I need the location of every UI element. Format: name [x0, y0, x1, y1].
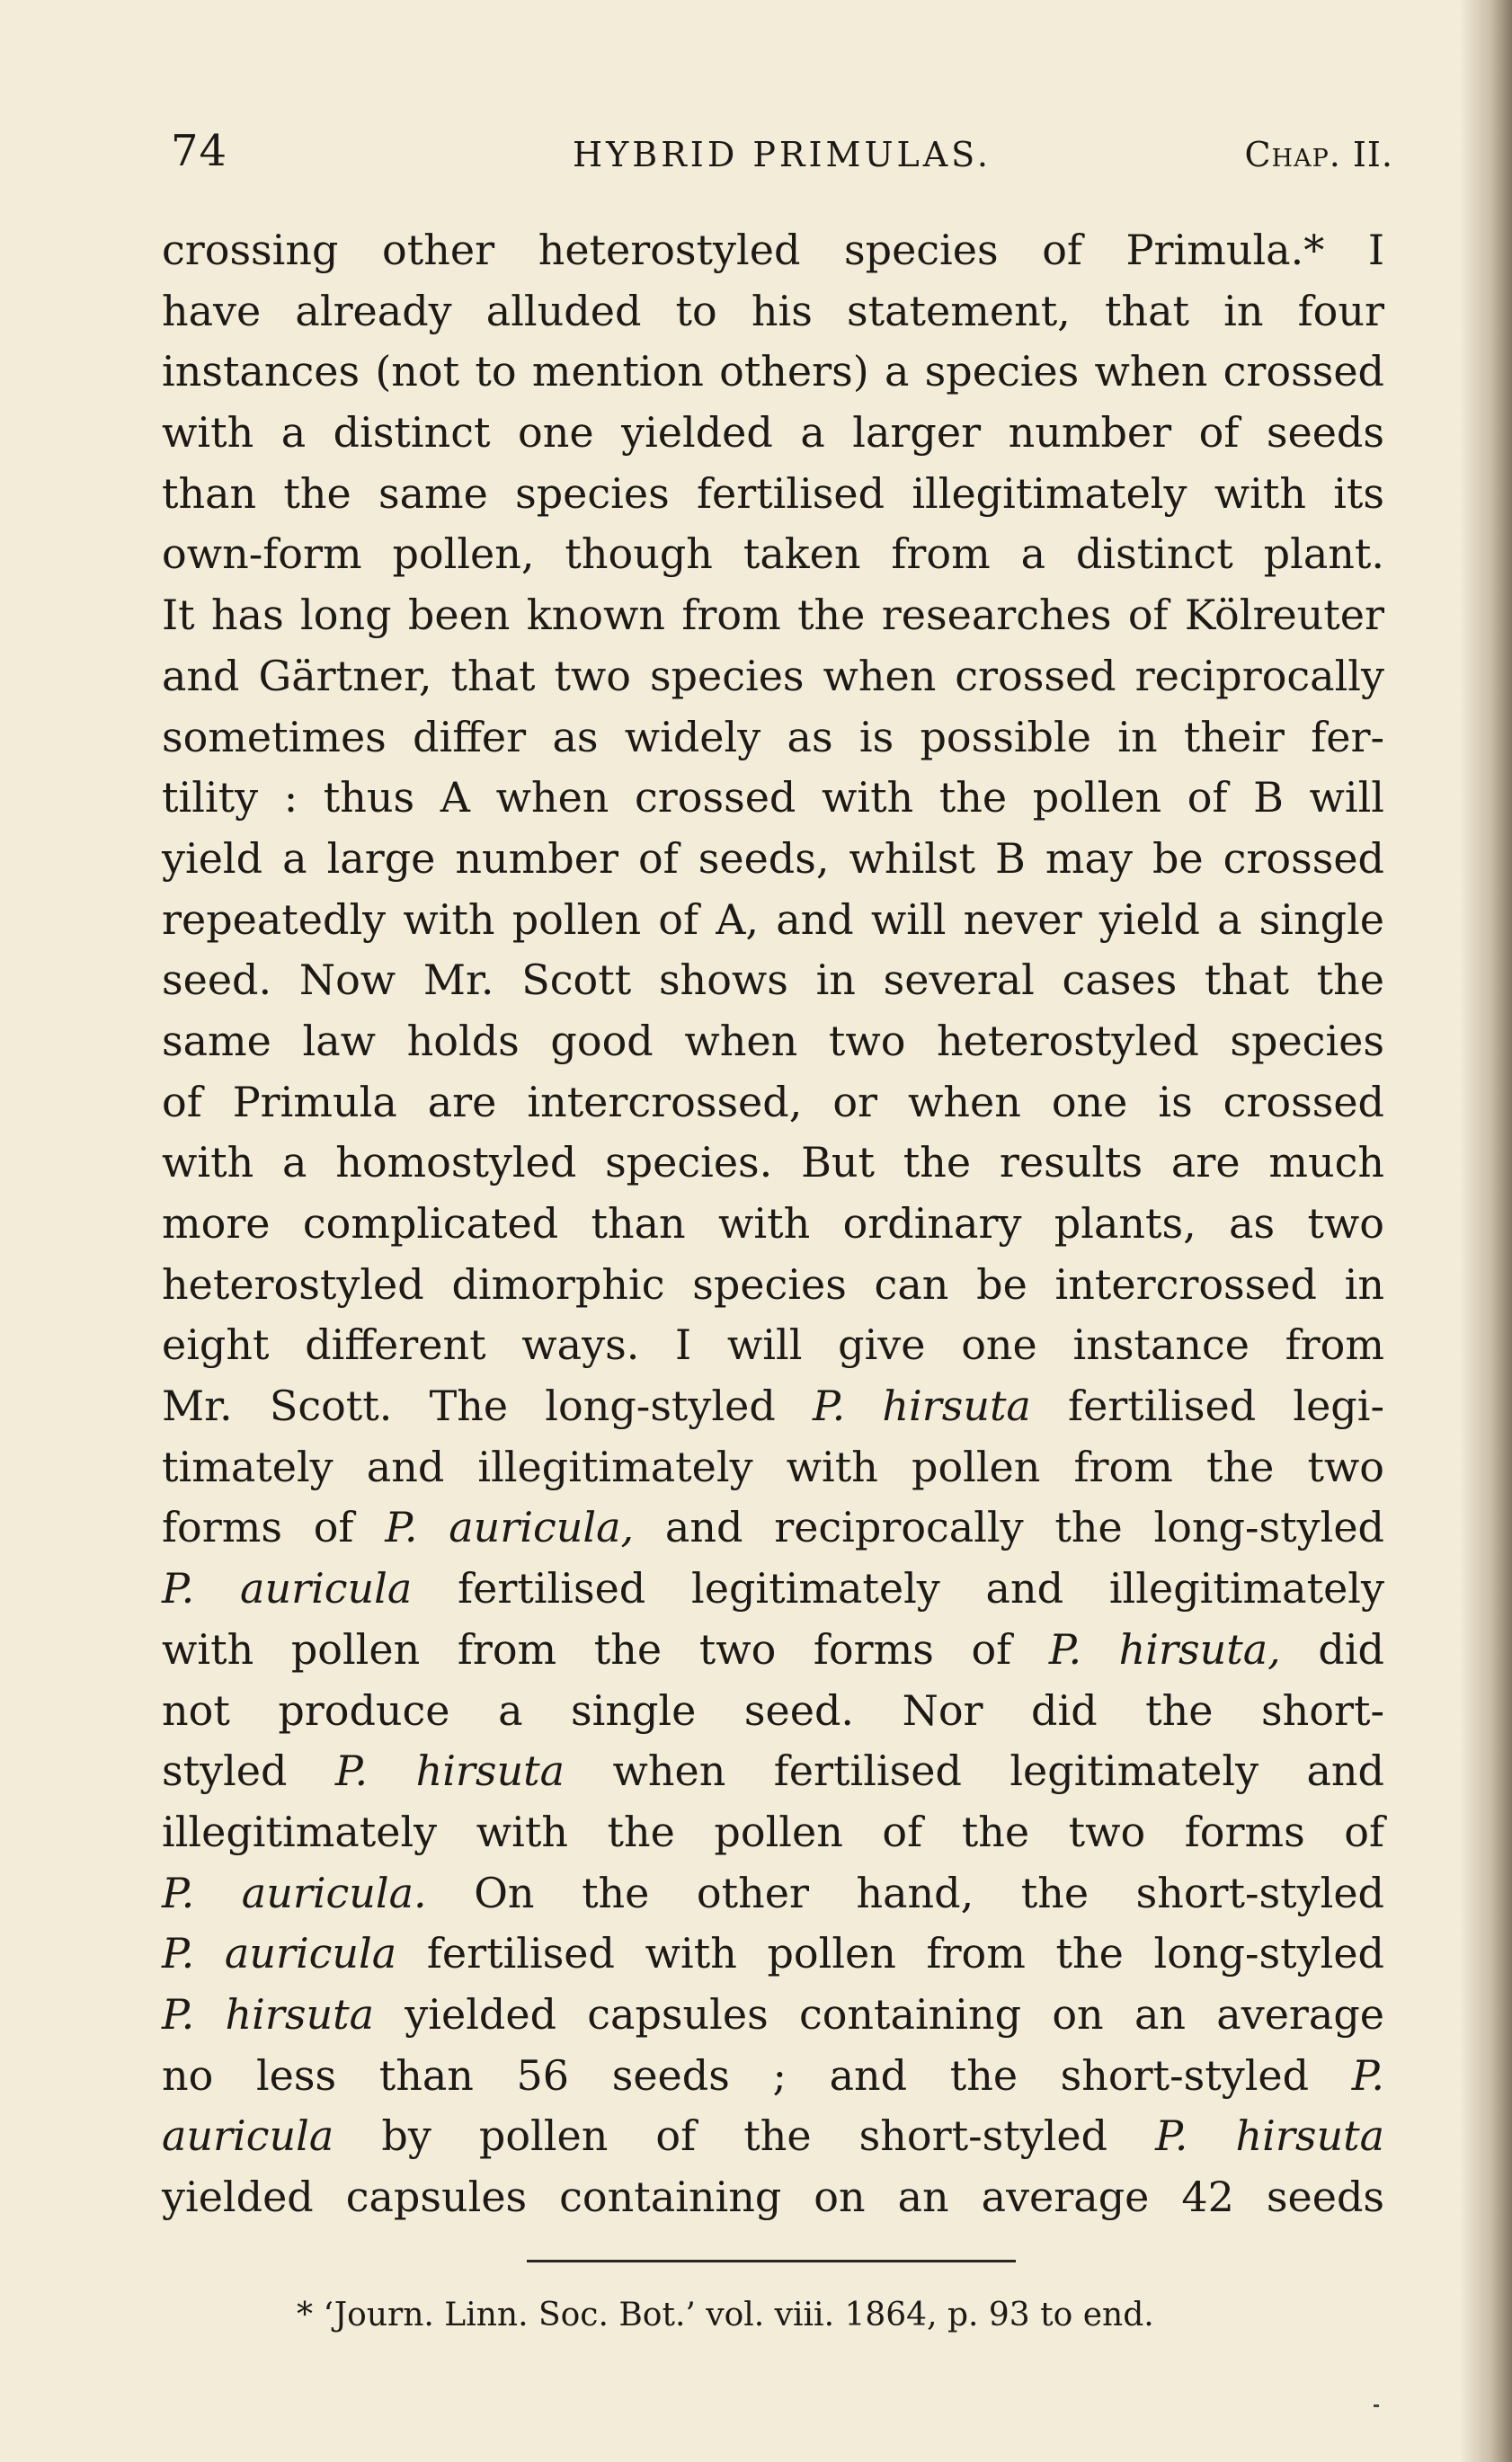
text-line	[162, 1863, 1384, 1924]
text-span: It has long been known from the researches of Kölreuter	[162, 591, 1384, 640]
text-span: yielded capsules containing on an average	[374, 1989, 1385, 2039]
italic-span: P. hirsuta	[162, 1989, 374, 2039]
text-line	[162, 768, 1384, 829]
text-span: not produce a single seed. Nor did the short-	[162, 1685, 1384, 1735]
page-edge-shadow	[1460, 0, 1512, 2462]
body-text	[162, 220, 1384, 2228]
text-line	[162, 1133, 1384, 1194]
text-line	[162, 1011, 1384, 1072]
chapter-label: Chap. II.	[1244, 135, 1393, 174]
text-line	[162, 2046, 1384, 2107]
text-span: did	[1280, 1624, 1385, 1674]
text-line	[162, 1924, 1384, 1985]
text-line	[162, 646, 1384, 707]
text-line	[162, 220, 1384, 281]
text-span: and Gärtner, that two species when crossed reciprocally	[162, 651, 1384, 700]
italic-span: P. auricula	[162, 1929, 397, 1978]
text-span: and reciprocally the long-styled	[634, 1503, 1384, 1552]
text-line	[162, 1194, 1384, 1255]
text-line	[162, 1985, 1384, 2046]
text-span: fertilised legi-	[1030, 1382, 1384, 1431]
text-span: no less than 56 seeds ; and the short-styled	[162, 2050, 1352, 2100]
text-span: with a homostyled species. But the results are much	[162, 1138, 1384, 1187]
text-span: fertilised with pollen from the long-styled	[396, 1929, 1384, 1978]
text-line	[162, 1376, 1384, 1437]
page-number: 74	[171, 126, 228, 176]
italic-span: P. hirsuta	[812, 1382, 1031, 1431]
italic-span: auricula	[162, 2111, 334, 2161]
text-line	[162, 1741, 1384, 1802]
text-line	[162, 1802, 1384, 1863]
text-line	[162, 1498, 1384, 1559]
italic-span: P. auricula.	[162, 1868, 427, 1917]
text-line	[162, 585, 1384, 646]
text-span: same law holds good when two heterostyled species	[162, 1016, 1384, 1065]
text-line	[162, 1620, 1384, 1681]
text-span: eight different ways. I will give one instance from	[162, 1320, 1384, 1370]
text-line	[162, 281, 1384, 342]
text-line	[162, 1255, 1384, 1316]
text-span: than the same species fertilised illegitimately with its	[162, 468, 1384, 518]
text-span: On the other hand, the short-styled	[426, 1868, 1385, 1917]
text-line	[162, 829, 1384, 890]
text-span: more complicated than with ordinary plants, as two	[162, 1199, 1384, 1248]
text-span: sometimes differ as widely as is possible in their fer-	[162, 712, 1384, 761]
text-line	[162, 464, 1384, 525]
footnote: * ‘Journ. Linn. Soc. Bot.’ vol. viii. 1864, p. 93 to end.	[297, 2297, 1154, 2333]
text-span: with pollen from the two forms of	[162, 1624, 1049, 1674]
text-line	[162, 1072, 1384, 1133]
text-span: illegitimately with the pollen of the two forms of	[162, 1807, 1384, 1856]
text-line	[162, 2167, 1384, 2228]
text-span: yield a large number of seeds, whilst B may be crossed	[162, 833, 1384, 883]
italic-span: P. auricula	[162, 1564, 413, 1613]
text-span: yielded capsules containing on an average 42 seeds	[162, 2173, 1384, 2221]
text-line	[162, 2106, 1384, 2167]
text-span: heterostyled dimorphic species can be intercrossed in	[162, 1259, 1384, 1309]
italic-span: P. hirsuta	[334, 1747, 565, 1796]
text-span: own-form pollen, though taken from a distinct plant.	[162, 529, 1384, 579]
footnote-rule	[527, 2260, 1016, 2262]
text-span: timately and illegitimately with pollen from the two	[162, 1442, 1384, 1491]
text-span: seed. Now Mr. Scott shows in several cases that the	[162, 955, 1384, 1005]
text-line	[162, 950, 1384, 1011]
text-line	[162, 890, 1384, 951]
print-speck	[1374, 2404, 1379, 2407]
text-span: styled	[162, 1747, 335, 1796]
text-span: tility : thus A when crossed with the pollen of B will	[162, 773, 1384, 822]
text-span: by pollen of the short-styled	[334, 2111, 1156, 2161]
text-line	[162, 1437, 1384, 1498]
italic-span: P. hirsuta	[1155, 2111, 1384, 2161]
running-title: HYBRID PRIMULAS.	[573, 135, 992, 174]
italic-span: P. hirsuta,	[1048, 1624, 1281, 1674]
text-span: have already alluded to his statement, that in four	[162, 286, 1384, 335]
text-line	[162, 1315, 1384, 1376]
text-line	[162, 403, 1384, 464]
text-line	[162, 342, 1384, 403]
italic-span: P.	[1351, 2050, 1384, 2100]
text-span: when fertilised legitimately and	[565, 1747, 1384, 1796]
text-span: fertilised legitimately and illegitimately	[412, 1564, 1385, 1613]
text-span: Mr. Scott. The long-styled	[162, 1382, 813, 1431]
text-span: crossing other heterostyled species of Primula.* I	[162, 226, 1384, 274]
text-span: repeatedly with pollen of A, and will never yield a single	[162, 894, 1384, 944]
text-line	[162, 1559, 1384, 1620]
text-span: with a distinct one yielded a larger number of seeds	[162, 408, 1384, 458]
text-span: of Primula are intercrossed, or when one is crossed	[162, 1077, 1384, 1126]
italic-span: P. auricula,	[385, 1503, 635, 1552]
page-header	[171, 126, 1393, 189]
text-line	[162, 524, 1384, 585]
text-line	[162, 707, 1384, 769]
text-span: forms of	[162, 1503, 386, 1552]
text-line	[162, 1681, 1384, 1742]
text-span: instances (not to mention others) a species when crossed	[162, 347, 1384, 396]
